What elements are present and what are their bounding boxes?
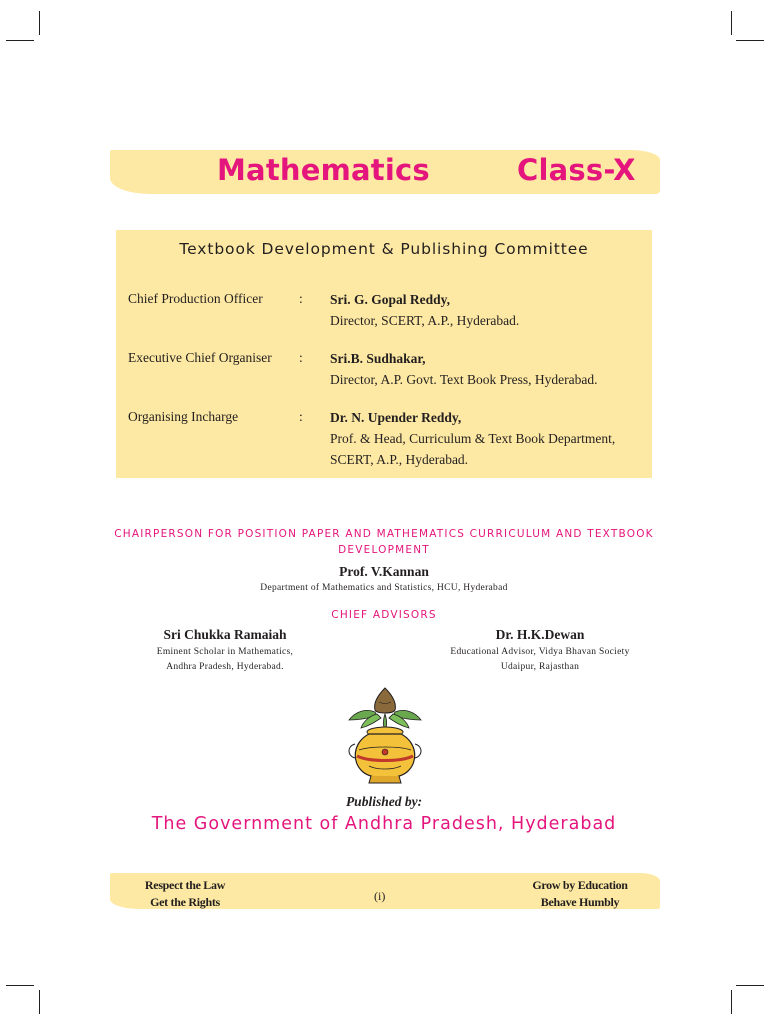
chairperson-heading-cont: DEVELOPMENT [338, 544, 430, 556]
member-role: Organising Incharge [128, 409, 239, 424]
crop-mark [39, 11, 40, 35]
class-title: Class-X [517, 153, 636, 187]
member-details [330, 407, 615, 470]
footer-motto-left [120, 877, 250, 911]
purna-kumbham-emblem-icon [339, 686, 431, 786]
crop-mark [731, 11, 732, 35]
chief-advisors-heading: CHIEF ADVISORS [331, 609, 437, 621]
member-colon: : [299, 291, 303, 306]
footer-motto-line: Respect the Law [144, 878, 226, 892]
chairperson-name: Prof. V.Kannan [339, 564, 429, 579]
crop-mark [736, 985, 764, 986]
member-detail-line: Director, A.P. Govt. Text Book Press, Hyderabad. [330, 372, 598, 387]
published-by-label: Published by: [345, 794, 423, 809]
crop-mark [736, 40, 764, 41]
member-role: Executive Chief Organiser [128, 350, 272, 365]
footer-motto-line: Behave Humbly [540, 895, 620, 909]
advisor-left [105, 627, 345, 675]
footer-motto-line: Grow by Education [532, 878, 628, 892]
advisor-right [420, 627, 660, 675]
member-role: Chief Production Officer [128, 291, 263, 306]
advisor-detail: Andhra Pradesh, Hyderabad. [166, 662, 284, 672]
crop-mark [6, 40, 34, 41]
member-detail-line: Prof. & Head, Curriculum & Text Book Department, [330, 431, 616, 446]
committee-heading: Textbook Development & Publishing Committee [179, 240, 589, 258]
footer-motto-right [510, 877, 650, 911]
member-colon: : [299, 409, 303, 424]
member-details [330, 289, 519, 331]
crop-mark [6, 985, 34, 986]
advisor-detail: Udaipur, Rajasthan [500, 662, 580, 672]
page-number: (i) [374, 889, 386, 903]
advisor-name: Sri Chukka Ramaiah [163, 627, 287, 642]
publisher-name: The Government of Andhra Pradesh, Hyderabad [151, 814, 617, 834]
subject-title: Mathematics [217, 153, 430, 187]
advisor-detail: Eminent Scholar in Mathematics, [156, 647, 294, 657]
footer-motto-line: Get the Rights [150, 895, 220, 909]
member-details [330, 348, 597, 390]
member-name: Sri. G. Gopal Reddy, [330, 292, 451, 307]
advisor-detail: Educational Advisor, Vidya Bhavan Society [450, 647, 630, 657]
crop-mark [731, 990, 732, 1014]
chairperson-heading: CHAIRPERSON FOR POSITION PAPER AND MATHEMATICS CURRICULUM AND TEXTBOOK [114, 528, 654, 540]
crop-mark [39, 990, 40, 1014]
advisor-name: Dr. H.K.Dewan [495, 627, 585, 642]
member-detail-line: SCERT, A.P., Hyderabad. [330, 452, 469, 467]
chairperson-affiliation: Department of Mathematics and Statistics, HCU, Hyderabad [260, 583, 508, 593]
member-colon: : [299, 350, 303, 365]
member-detail-line: Director, SCERT, A.P., Hyderabad. [330, 313, 520, 328]
member-name: Sri.B. Sudhakar, [330, 351, 426, 366]
member-name: Dr. N. Upender Reddy, [330, 410, 462, 425]
